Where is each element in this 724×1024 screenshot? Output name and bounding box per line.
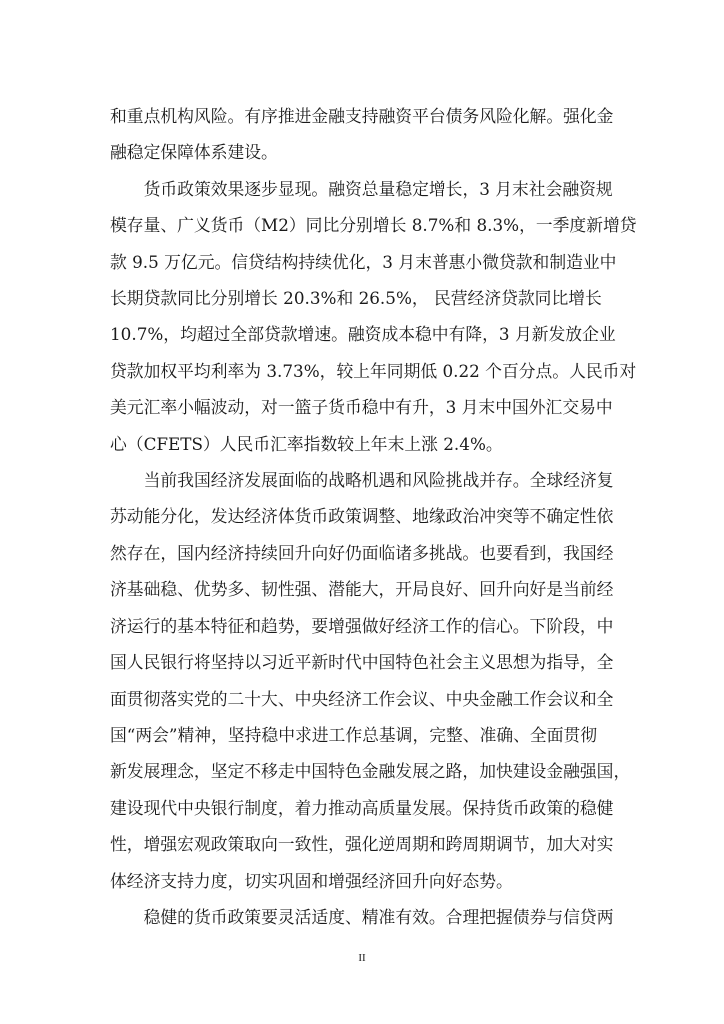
paragraph-2: [110, 171, 637, 462]
text-line: 济运行的基本特征和趋势，要增强做好经济工作的信心。下阶段，中: [110, 615, 614, 636]
text-line: 新发展理念，坚定不移走中国特色金融发展之路，加快建设金融强国，: [110, 761, 631, 782]
body-text: [110, 98, 637, 935]
text-line: 济基础稳、优势多、韧性强、潜能大，开局良好、回升向好是当前经: [110, 579, 614, 600]
text-line: 货币政策效果逐步显现。融资总量稳定增长，3 月末社会融资规: [143, 178, 613, 199]
text-line: 模存量、广义货币（M2）同比分别增长 8.7%和 8.3%，一季度新增贷: [110, 215, 637, 236]
text-line: 国人民银行将坚持以习近平新时代中国特色社会主义思想为指导，全: [110, 652, 614, 673]
text-line: 贷款加权平均利率为 3.73%，较上年同期低 0.22 个百分点。人民币对: [110, 360, 637, 381]
text-line: 10.7%，均超过全部贷款增速。融资成本稳中有降，3 月新发放企业: [110, 324, 616, 345]
paragraph-3: [110, 462, 631, 899]
text-line: 面贯彻落实党的二十大、中央经济工作会议、中央金融工作会议和全: [110, 688, 614, 709]
text-line: 体经济支持力度，切实巩固和增强经济回升向好态势。: [110, 870, 513, 891]
text-line: 和重点机构风险。有序推进金融支持融资平台债务风险化解。强化金: [110, 106, 614, 126]
paragraph-1: [110, 98, 615, 171]
text-line: 当前我国经济发展面临的战略机遇和风险挑战并存。全球经济复: [143, 470, 614, 491]
text-line: 建设现代中央银行制度，着力推动高质量发展。保持货币政策的稳健: [110, 797, 614, 818]
page-number: II: [358, 952, 366, 964]
text-line: 苏动能分化，发达经济体货币政策调整、地缘政治冲突等不确定性依: [110, 506, 614, 527]
text-line: 美元汇率小幅波动，对一篮子货币稳中有升，3 月末中国外汇交易中: [110, 397, 613, 418]
text-line: 然存在，国内经济持续回升向好仍面临诸多挑战。也要看到，我国经: [110, 542, 614, 563]
paragraph-4: [110, 899, 615, 935]
text-line: 长期贷款同比分别增长 20.3%和 26.5%， 民营经济贷款同比增长: [110, 288, 602, 309]
text-line: 融稳定保障体系建设。: [110, 142, 278, 163]
text-line: 性，增强宏观政策取向一致性，强化逆周期和跨周期调节，加大对实: [110, 834, 614, 855]
text-line: 国“两会”精神，坚持稳中求进工作总基调，完整、准确、全面贯彻: [110, 724, 598, 745]
text-line: 心（CFETS）人民币汇率指数较上年末上涨 2.4%。: [110, 433, 503, 454]
text-line: 稳健的货币政策要灵活适度、精准有效。合理把握债券与信贷两: [143, 906, 614, 927]
text-line: 款 9.5 万亿元。信贷结构持续优化，3 月末普惠小微贷款和制造业中: [110, 251, 617, 272]
